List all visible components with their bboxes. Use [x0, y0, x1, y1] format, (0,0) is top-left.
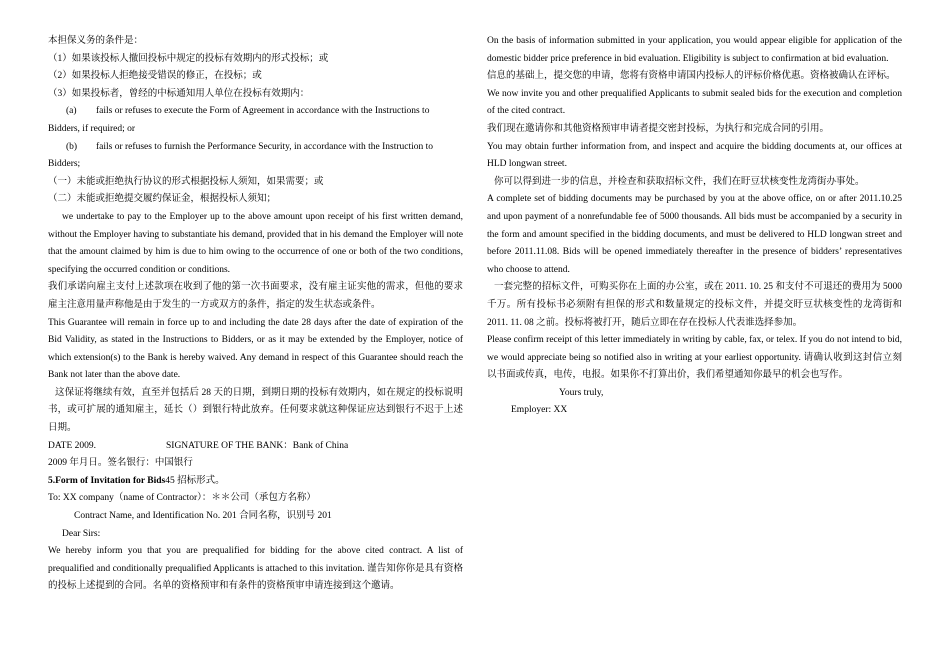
- section-heading-rest: 45 招标形式。: [165, 475, 225, 486]
- basis-paragraph: On the basis of information submitted in your application, you would appear eligible for application of the domestic bidder price preference in bid evaluation. Eligibility is subject to confirmation at bid evaluation.: [487, 36, 902, 64]
- obtain-paragraph-cn: 你可以得到进一步的信息，并检查和获取招标文件，我们在盱豆状核变性龙湾街办事处。: [494, 176, 865, 187]
- undertake-paragraph: we undertake to pay to the Employer up to the above amount upon receipt of his first written demand, without the Employer having to substantiate his demand, provided that in his demand the Employer will note that the amount claimed by him is due to him owing to the occurrence of one or both of the two conditions, specifying the occurred condition or conditions.: [48, 211, 463, 275]
- complete-paragraph-cn: 一套完整的招标文件，可购买你在上面的办公室，或在 2011. 10. 25 和支付不可退还的费用为 5000 千万。所有投标书必须附有担保的形式和数量规定的投标文件，并提交盱豆状核变性的龙湾街和 2011. 11. 08 之前。投标将被打开，随后立即在存在投标人代表谁选择参加。: [487, 282, 902, 328]
- left-column: [48, 33, 463, 596]
- basis-paragraph-cn: 信息的基础上，提交您的申请，您将有资格申请国内投标人的评标价格优惠。资格被确认在评标。: [487, 71, 896, 82]
- condition-cn-1: （一）未能或拒绝执行协议的形式根据投标人须知，如果需要；或: [48, 176, 324, 187]
- invite-paragraph: We now invite you and other prequalified Applicants to submit sealed bids for the execution and completion of the cited contract.: [487, 88, 902, 117]
- right-column: [487, 33, 902, 420]
- closing: Yours truly,: [559, 387, 604, 398]
- condition-cn-2: （二）未能或拒绝提交履约保证金，根据投标人须知；: [48, 194, 277, 205]
- conditions-heading: 本担保义务的条件是：: [48, 36, 144, 46]
- guarantee-paragraph-cn: 这保证将继续有效，直至并包括后 28 天的日期，到期日期的投标有效期内，如在规定的投标说明书，或可扩展的通知雇主，延长（）到银行特此放弃。任何要求就这种保证应达到银行不迟于上述日期。: [48, 387, 463, 434]
- signature-date: DATE 2009.: [48, 440, 97, 451]
- condition-a-text: fails or refuses to execute the Form of Agreement in accordance with the Instructions to: [96, 106, 430, 117]
- contract-line: Contract Name, and Identification No. 201 合同名称，识别号 201: [74, 511, 332, 522]
- condition-b-mark: (b): [66, 141, 78, 152]
- salutation: Dear Sirs:: [62, 528, 101, 539]
- invite-paragraph-cn: 我们现在邀请你和其他资格预审申请者提交密封投标，为执行和完成合同的引用。: [487, 123, 830, 134]
- inform-paragraph: We hereby inform you that you are prequalified for bidding for the above cited contract. A list of prequalified and conditionally prequalified Applicants is attached to this invitation. 谨告知你你是具有资格的投标上述提到的合同。名单的资格预审和有条件的资格预审申请连接到这个邀请。: [48, 546, 463, 592]
- condition-2: （2）如果投标人拒绝接受错误的修正，在投标；或: [48, 71, 262, 82]
- condition-b-text: fails or refuses to furnish the Performance Security, in accordance with the Instruction to: [96, 141, 434, 152]
- undertake-paragraph-cn: 我们承诺向雇主支付上述款项在收到了他的第一次书面要求，没有雇主证实他的需求，但他的要求雇主注意用量声称他是由于发生的一方或双方的条件，指定的发生状态或条件。: [48, 282, 463, 310]
- condition-a-mark: (a): [66, 106, 77, 117]
- condition-a-cont: Bidders, if required; or: [48, 123, 136, 134]
- confirm-paragraph: Please confirm receipt of this letter immediately in writing by cable, fax, or telex. If you do not intend to bid, we would appreciate being so notified also in writing at your earliest opportunity. 请确认收到这封信立刻以书面或传真，电传，电报。如果你不打算出价，我们希望通知你最早的机会也写作。: [487, 335, 902, 381]
- condition-3: （3）如果投标者，曾经的中标通知用人单位在投标有效期内：: [48, 88, 310, 99]
- condition-1: （1）如果该投标人撤回投标中规定的投标有效期内的形式投标；或: [48, 53, 329, 64]
- signature-date-cn: 2009 年月日。签名银行：中国银行: [48, 458, 193, 469]
- employer-line: Employer: XX: [511, 405, 568, 416]
- condition-b: [48, 139, 463, 157]
- guarantee-paragraph: This Guarantee will remain in force up to and including the date 28 days after the date of expiration of the Bid Validity, as stated in the Instructions to Bidders, or as it may be extended by the Employer, notice of which extension(s) to the Bank is hereby waived. Any demand in respect of this Guarantee should reach the Bank not later than the above date.: [48, 317, 463, 381]
- signature-row: [48, 438, 463, 456]
- signature-bank: SIGNATURE OF THE BANK：Bank of China: [166, 440, 349, 451]
- to-line: To: XX company（name of Contractor）：＊＊公司（承包方名称）: [48, 493, 316, 504]
- condition-b-cont: Bidders;: [48, 159, 81, 170]
- obtain-paragraph: You may obtain further information from, and inspect and acquire the bidding documents at, our offices at HLD longwan street.: [487, 141, 902, 170]
- section-heading-bold: 5.Form of Invitation for Bids: [48, 475, 166, 486]
- section-heading: [48, 473, 463, 491]
- complete-paragraph: A complete set of bidding documents may be purchased by you at the above office, on or after 2011.10.25 and upon payment of a nonrefundable fee of 5000 thousands. All bids must be accompanied by a security in the form and amount specified in the bidding documents, and must be delivered to HLD longwan street and before 2011.11.08. Bids will be opened immediately thereafter in the presence of bidders’ representatives who choose to attend.: [487, 194, 902, 275]
- condition-a: [48, 103, 463, 121]
